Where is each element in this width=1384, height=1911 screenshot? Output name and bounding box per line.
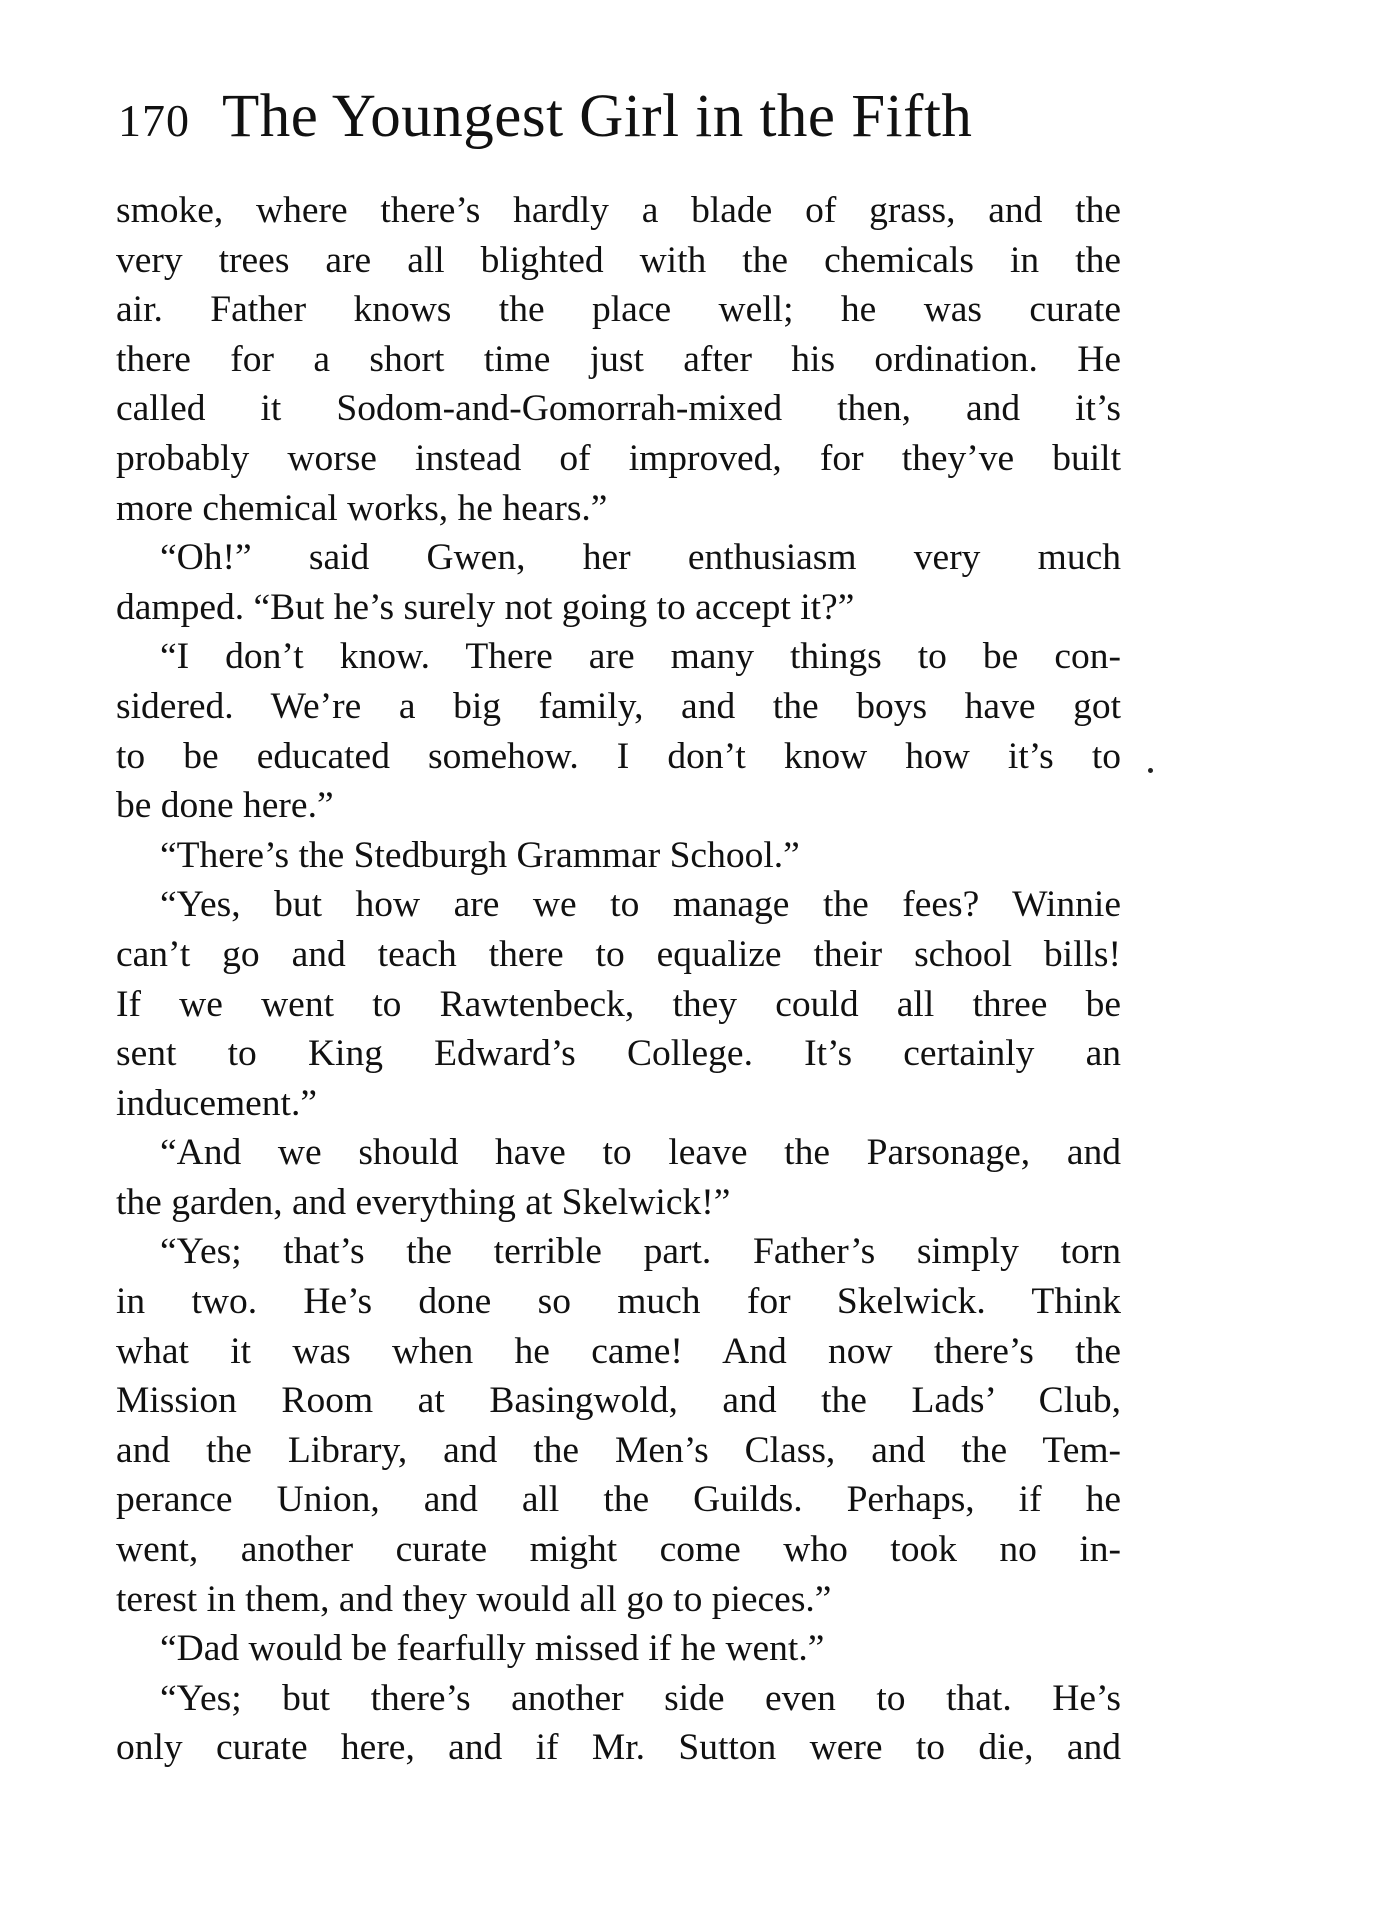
text-line: the garden, and everything at Skelwick!” xyxy=(116,1181,731,1223)
text-line: probably worse instead of improved, for they’ve built xyxy=(116,437,1121,479)
text-line: “I don’t know. There are many things to be con- xyxy=(160,636,1121,678)
text-line: “Dad would be fearfully missed if he went.” xyxy=(160,1628,825,1670)
text-line: If we went to Rawtenbeck, they could all three be xyxy=(116,983,1121,1025)
text-line: sidered. We’re a big family, and the boys have got xyxy=(116,685,1121,727)
text-line: Mission Room at Basingwold, and the Lads’ Club, xyxy=(116,1380,1121,1422)
text-line: “There’s the Stedburgh Grammar School.” xyxy=(160,834,800,876)
text-line: and the Library, and the Men’s Class, and the Tem- xyxy=(116,1429,1121,1471)
text-line: “Yes; but there’s another side even to that. He’s xyxy=(160,1677,1121,1719)
text-line: very trees are all blighted with the chemicals in the xyxy=(116,239,1121,281)
page-header xyxy=(118,82,1118,152)
text-line: more chemical works, he hears.” xyxy=(116,487,608,529)
text-line: what it was when he came! And now there’s the xyxy=(116,1330,1121,1372)
text-line: can’t go and teach there to equalize their school bills! xyxy=(116,933,1121,975)
text-line: perance Union, and all the Guilds. Perhaps, if he xyxy=(116,1479,1121,1521)
text-line: be done here.” xyxy=(116,785,334,827)
text-line: smoke, where there’s hardly a blade of grass, and the xyxy=(116,190,1121,231)
text-line: damped. “But he’s surely not going to accept it?” xyxy=(116,586,855,628)
text-line: “Oh!” said Gwen, her enthusiasm very much xyxy=(160,537,1121,579)
text-line: “Yes, but how are we to manage the fees? Winnie xyxy=(160,884,1121,926)
text-line: went, another curate might come who took no in- xyxy=(116,1529,1121,1571)
running-title: The Youngest Girl in the Fifth xyxy=(222,83,973,150)
page-number: 170 xyxy=(118,95,190,146)
text-line: only curate here, and if Mr. Sutton were to die, and xyxy=(116,1727,1121,1769)
text-line: “Yes; that’s the terrible part. Father’s simply torn xyxy=(160,1231,1121,1273)
text-line: air. Father knows the place well; he was curate xyxy=(116,289,1121,331)
text-line: inducement.” xyxy=(116,1082,317,1124)
text-line: sent to King Edward’s College. It’s certainly an xyxy=(116,1033,1121,1075)
text-line: to be educated somehow. I don’t know how it’s to xyxy=(116,735,1121,777)
text-line: called it Sodom-and-Gomorrah-mixed then, and it’s xyxy=(116,388,1121,430)
print-speck xyxy=(1148,768,1153,773)
text-line: terest in them, and they would all go to pieces.” xyxy=(116,1578,832,1620)
body-text xyxy=(116,186,1121,1773)
text-line: there for a short time just after his ordination. He xyxy=(116,338,1121,380)
text-line: in two. He’s done so much for Skelwick. Think xyxy=(116,1281,1121,1323)
text-line: “And we should have to leave the Parsonage, and xyxy=(160,1132,1121,1174)
